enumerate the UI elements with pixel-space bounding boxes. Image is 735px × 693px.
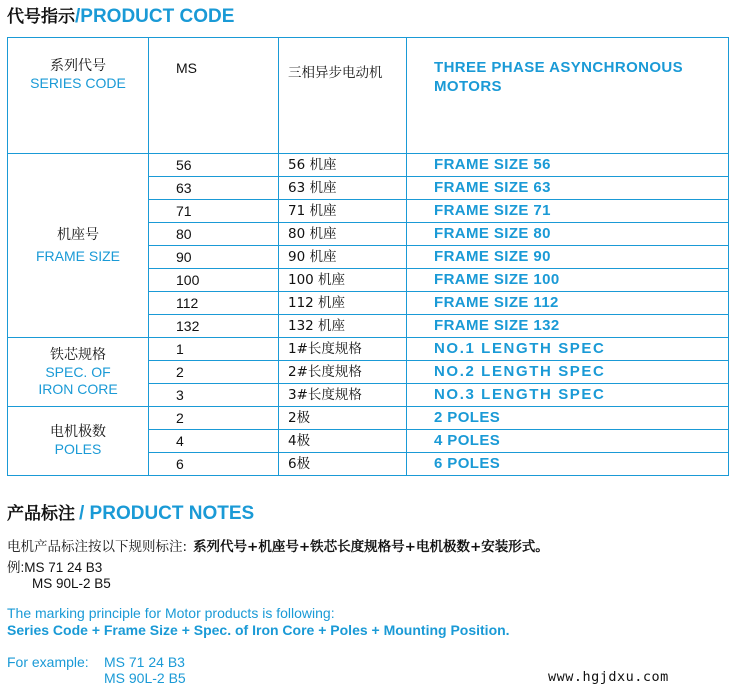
frame-code: 63: [149, 177, 279, 200]
poles-row: [8, 407, 729, 430]
frame-code: 132: [149, 315, 279, 338]
frame-size-row: [8, 154, 729, 177]
frame-desc-zh: 112 机座: [279, 292, 407, 315]
iron-core-desc-en: NO.1 LENGTH SPEC: [407, 338, 729, 361]
notes-example-en-2: MS 90L-2 B5: [104, 670, 186, 686]
frame-code: 100: [149, 269, 279, 292]
notes-example-en: [7, 654, 89, 670]
frame-desc-zh: 90 机座: [279, 246, 407, 269]
product-code-heading-zh: 代号指示: [7, 7, 75, 27]
product-notes-heading-zh: 产品标注: [7, 504, 75, 524]
frame-desc-en: FRAME SIZE 56: [407, 154, 729, 177]
series-code-label-zh: 系列代号: [50, 58, 106, 74]
frame-code: 112: [149, 292, 279, 315]
iron-core-label-en-line2: IRON CORE: [38, 380, 118, 397]
frame-desc-en: FRAME SIZE 90: [407, 246, 729, 269]
poles-label-en: POLES: [54, 441, 102, 457]
frame-code: 90: [149, 246, 279, 269]
notes-example-zh-label: 例:: [7, 560, 25, 575]
frame-desc-en: FRAME SIZE 80: [407, 223, 729, 246]
frame-code: 71: [149, 200, 279, 223]
frame-desc-en: FRAME SIZE 112: [407, 292, 729, 315]
frame-desc-en: FRAME SIZE 63: [407, 177, 729, 200]
iron-core-label-zh: 铁芯规格: [50, 346, 106, 363]
notes-example-zh: [7, 560, 102, 576]
series-code-row: [8, 38, 729, 154]
series-code-category-cell: [8, 38, 149, 154]
series-code-desc-en: [407, 38, 729, 154]
frame-desc-zh: 63 机座: [279, 177, 407, 200]
poles-desc-en: 6 POLES: [407, 453, 729, 476]
product-code-heading: [7, 7, 234, 27]
frame-size-label-en: FRAME SIZE: [35, 247, 120, 264]
frame-desc-zh: 132 机座: [279, 315, 407, 338]
series-code-value: MS: [149, 38, 279, 154]
poles-code: 6: [149, 453, 279, 476]
poles-desc-en: 2 POLES: [407, 407, 729, 430]
poles-desc-en: 4 POLES: [407, 430, 729, 453]
iron-core-label-en-line1: SPEC. OF: [45, 363, 111, 380]
notes-principle-en: The marking principle for Motor products is following:: [7, 605, 335, 621]
iron-core-code: 3: [149, 384, 279, 407]
series-code-desc-en-line1: THREE PHASE ASYNCHRONOUS: [434, 59, 684, 76]
frame-desc-en: FRAME SIZE 132: [407, 315, 729, 338]
poles-code: 4: [149, 430, 279, 453]
poles-desc-zh: 2极: [279, 407, 407, 430]
iron-core-code: 1: [149, 338, 279, 361]
product-code-heading-en: /PRODUCT CODE: [75, 6, 235, 27]
notes-example-en-label: For example:: [7, 654, 89, 670]
iron-core-desc-en: NO.2 LENGTH SPEC: [407, 361, 729, 384]
notes-rule-zh: [7, 539, 549, 555]
product-notes-heading: [7, 504, 254, 524]
poles-label-zh: 电机极数: [50, 424, 106, 440]
notes-rule-formula: 系列代号+机座号+铁芯长度规格号+电机极数+安装形式。: [193, 539, 549, 555]
iron-core-desc-zh: 2#长度规格: [279, 361, 407, 384]
series-code-desc-zh: 三相异步电动机: [279, 38, 407, 154]
poles-code: 2: [149, 407, 279, 430]
frame-desc-en: FRAME SIZE 71: [407, 200, 729, 223]
frame-desc-zh: 80 机座: [279, 223, 407, 246]
iron-core-code: 2: [149, 361, 279, 384]
poles-category-cell: [8, 407, 149, 476]
iron-core-desc-zh: 1#长度规格: [279, 338, 407, 361]
notes-example-en-1: MS 71 24 B3: [104, 654, 185, 670]
poles-desc-zh: 4极: [279, 430, 407, 453]
iron-core-desc-en: NO.3 LENGTH SPEC: [407, 384, 729, 407]
notes-rule-prefix: 电机产品标注按以下规则标注:: [7, 539, 188, 555]
site-watermark: www.hgjdxu.com: [548, 669, 669, 685]
iron-core-row: [8, 338, 729, 361]
frame-code: 80: [149, 223, 279, 246]
frame-desc-zh: 71 机座: [279, 200, 407, 223]
poles-desc-zh: 6极: [279, 453, 407, 476]
frame-size-label-zh: 机座号: [57, 226, 99, 243]
notes-example-zh-2: MS 90L-2 B5: [32, 576, 111, 591]
frame-desc-zh: 56 机座: [279, 154, 407, 177]
series-code-label-en: SERIES CODE: [30, 75, 126, 91]
frame-code: 56: [149, 154, 279, 177]
iron-core-desc-zh: 3#长度规格: [279, 384, 407, 407]
notes-example-zh-1: MS 71 24 B3: [24, 560, 103, 575]
product-notes-heading-en: / PRODUCT NOTES: [79, 503, 255, 524]
series-code-desc-en-line2: MOTORS: [434, 78, 502, 95]
iron-core-category-cell: [8, 338, 149, 407]
product-code-table: [7, 37, 729, 476]
frame-size-category-cell: [8, 154, 149, 338]
frame-desc-zh: 100 机座: [279, 269, 407, 292]
notes-formula-en: Series Code + Frame Size + Spec. of Iron Core + Poles + Mounting Position.: [7, 622, 510, 638]
frame-desc-en: FRAME SIZE 100: [407, 269, 729, 292]
